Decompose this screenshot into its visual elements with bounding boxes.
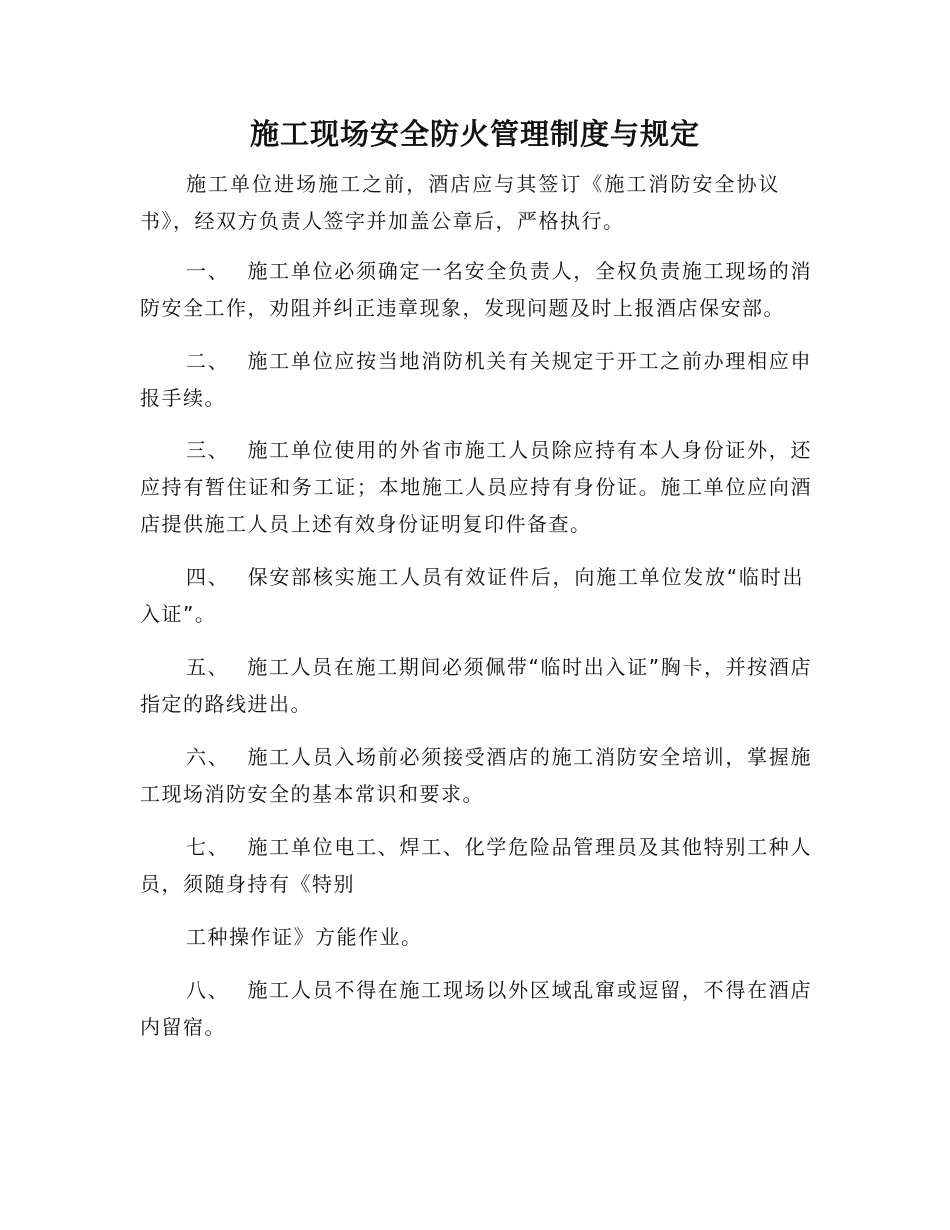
clause-7 [140, 829, 812, 903]
clause-3 [140, 432, 812, 543]
clause-text: 施工人员在施工期间必须佩带“临时出入证”胸卡，并按酒店指定的路线进出。 [140, 655, 813, 716]
clause-number: 五、 [186, 655, 230, 679]
clause-2 [140, 343, 812, 417]
clause-text: 施工单位使用的外省市施工人员除应持有本人身份证外，还应持有暂住证和务工证；本地施工人员应持有身份证。施工单位应向酒店提供施工人员上述有效身份证明复印件备查。 [140, 438, 813, 536]
clause-text: 工种操作证》方能作业。 [186, 925, 423, 949]
intro-paragraph: 施工单位进场施工之前，酒店应与其签订《施工消防安全协议书》，经双方负责人签字并加盖公章后，严格执行。 [140, 172, 780, 233]
clause-6 [140, 739, 812, 813]
clause-text: 施工人员入场前必须接受酒店的施工消防安全培训，掌握施工现场消防安全的基本常识和要求。 [140, 745, 813, 806]
clause-number: 四、 [186, 565, 230, 589]
clause-7-continued [140, 919, 812, 956]
clause-text: 施工单位电工、焊工、化学危险品管理员及其他特别工种人员，须随身持有《特别 [140, 835, 813, 896]
clause-text: 施工单位应按当地消防机关有关规定于开工之前办理相应申报手续。 [140, 349, 813, 410]
clause-8 [140, 972, 812, 1046]
clause-text: 施工单位必须确定一名安全负责人，全权负责施工现场的消防安全工作，劝阻并纠正违章现象，发现问题及时上报酒店保安部。 [140, 259, 813, 320]
clause-1 [140, 253, 812, 327]
clause-number: 二、 [186, 349, 230, 373]
clause-4 [140, 559, 804, 633]
document-title: 施工现场安全防火管理制度与规定 [249, 117, 700, 151]
clause-number: 三、 [186, 438, 230, 462]
clause-text: 保安部核实施工人员有效证件后，向施工单位发放“临时出入证”。 [140, 565, 804, 626]
clause-number: 八、 [186, 978, 230, 1002]
clause-number: 一、 [186, 259, 230, 283]
clause-5 [140, 649, 812, 723]
clause-text: 施工人员不得在施工现场以外区域乱窜或逗留，不得在酒店内留宿。 [140, 978, 813, 1039]
clause-number: 六、 [186, 745, 230, 769]
clause-number: 七、 [186, 835, 230, 859]
